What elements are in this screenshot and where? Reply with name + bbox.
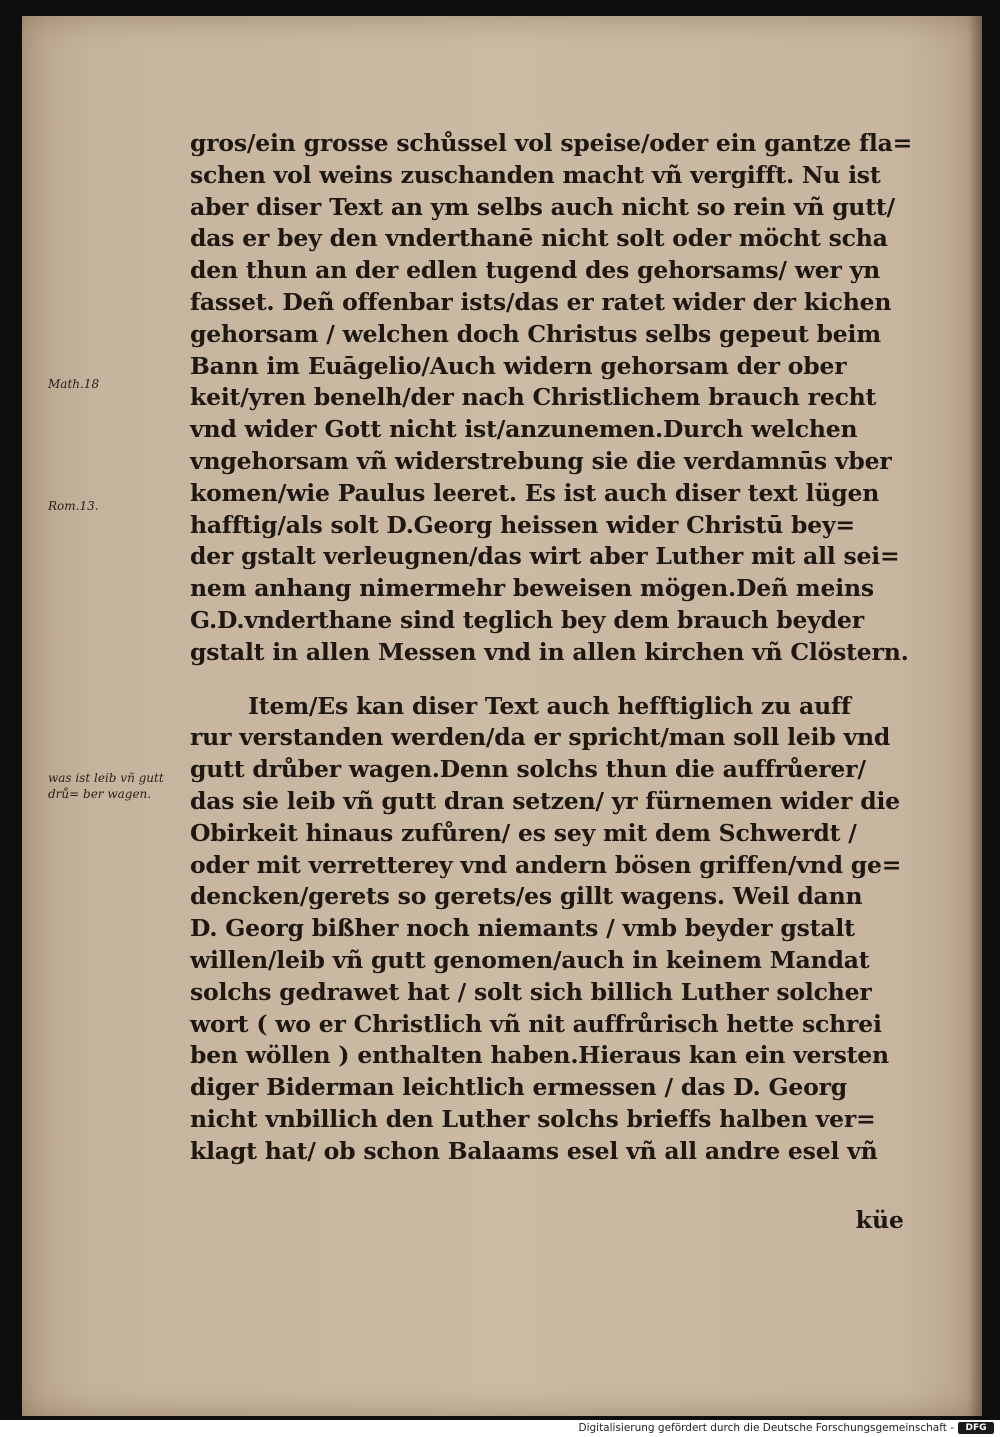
text-line: Bann im Euāgelio/Auch widern gehorsam der ober	[190, 351, 847, 380]
text-line: nem anhang nimermehr beweisen mögen.Deñ meins	[190, 574, 874, 603]
text-line: diger Biderman leichtlich ermessen / das D. Georg	[190, 1073, 847, 1102]
text-line: G.D.vnderthane sind teglich bey dem brauch beyder	[190, 605, 864, 634]
main-text	[190, 128, 950, 1168]
dfg-logo: DFG	[958, 1422, 994, 1434]
text-line: der gstalt verleugnen/das wirt aber Luther mit all sei=	[190, 542, 900, 571]
text-line: aber diser Text an ym selbs auch nicht so rein vñ gutt/	[190, 192, 895, 221]
text-line: Obirkeit hinaus zufůren/ es sey mit dem Schwerdt /	[190, 818, 857, 847]
text-line: schen vol weins zuschanden macht vñ vergifft. Nu ist	[190, 160, 881, 189]
text-line: dencken/gerets so gerets/es gillt wagens. Weil dann	[190, 882, 863, 911]
text-line: den thun an der edlen tugend des gehorsams/ wer yn	[190, 256, 881, 285]
text-line: klagt hat/ ob schon Balaams esel vñ all andre esel vñ	[190, 1136, 878, 1165]
footer-bar	[0, 1420, 1000, 1437]
text-line: vnd wider Gott nicht ist/anzunemen.Durch welchen	[190, 415, 858, 444]
margin-note: Math.18	[48, 377, 100, 391]
text-line: ben wöllen ) enthalten haben.Hieraus kan ein versten	[190, 1041, 889, 1070]
text-line: oder mit verretterey vnd andern bösen griffen/vnd ge=	[190, 850, 902, 879]
text-line: Item/Es kan diser Text auch hefftiglich zu auff	[248, 691, 851, 720]
paragraph-2	[190, 691, 950, 1168]
text-line: komen/wie Paulus leeret. Es ist auch diser text lügen	[190, 478, 880, 507]
text-line: gros/ein grosse schůssel vol speise/oder ein gantze fla=	[190, 129, 913, 157]
text-line: gehorsam / welchen doch Christus selbs gepeut beim	[190, 319, 881, 348]
book-page	[22, 16, 982, 1416]
footer-credit: Digitalisierung gefördert durch die Deutsche Forschungsgemeinschaft -	[578, 1422, 954, 1434]
text-line: D. Georg bißher noch niemants / vmb beyder gstalt	[190, 914, 855, 943]
text-line: das er bey den vnderthanē nicht solt oder möcht scha	[190, 224, 888, 253]
text-line: gstalt in allen Messen vnd in allen kirchen vñ Clöstern.	[190, 637, 909, 666]
text-line: fasset. Deñ offenbar ists/das er ratet wider der kichen	[190, 287, 892, 316]
text-line: rur verstanden werden/da er spricht/man soll leib vnd	[190, 723, 891, 752]
text-line: wort ( wo er Christlich vñ nit auffrůrisch hette schrei	[190, 1009, 882, 1038]
margin-note: was ist leib vñ gutt drů= ber wagen.	[48, 771, 164, 801]
margin-note: Rom.13.	[48, 499, 99, 513]
text-line: solchs gedrawet hat / solt sich billich Luther solcher	[190, 977, 872, 1006]
text-line: nicht vnbillich den Luther solchs brieffs halben ver=	[190, 1104, 876, 1133]
text-line: gutt drůber wagen.Denn solchs thun die auffrůerer/	[190, 755, 866, 784]
text-line: das sie leib vñ gutt dran setzen/ yr fürnemen wider die	[190, 786, 900, 815]
text-line: vngehorsam vñ widerstrebung sie die verdamnūs vber	[190, 446, 892, 475]
catchword: küe	[855, 1206, 904, 1234]
text-line: willen/leib vñ gutt genomen/auch in keinem Mandat	[190, 945, 870, 974]
text-line: keit/yren benelh/der nach Christlichem brauch recht	[190, 383, 877, 412]
text-line: hafftig/als solt D.Georg heissen wider Christū bey=	[190, 510, 855, 539]
